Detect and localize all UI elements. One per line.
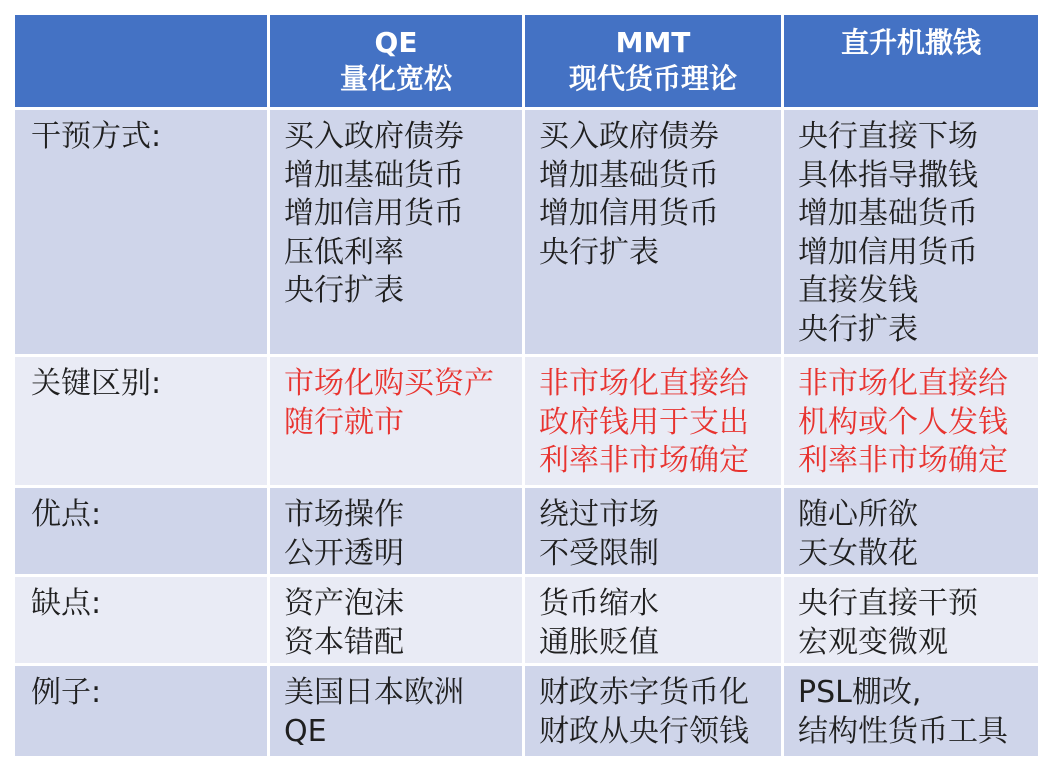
cell-line: 随行就市 xyxy=(284,404,404,440)
cell-difference-helicopter xyxy=(784,357,1038,485)
cell-line: QE xyxy=(284,713,327,749)
cell-line: 不受限制 xyxy=(539,535,659,571)
row-label-intervention xyxy=(15,110,267,354)
row-label-examples xyxy=(15,666,267,756)
cell-difference-qe xyxy=(270,357,522,485)
cell-line: 宏观变微观 xyxy=(798,624,948,660)
cell-line: 利率非市场确定 xyxy=(539,443,749,478)
cell-line: 通胀贬值 xyxy=(539,624,659,660)
cell-line: 增加基础货币 xyxy=(798,196,978,231)
cell-line: 结构性货币工具 xyxy=(798,713,1008,749)
cell-examples-mmt xyxy=(525,666,781,756)
cell-line: 增加基础货币 xyxy=(284,157,464,193)
cell-intervention-helicopter xyxy=(784,110,1038,354)
header-qe xyxy=(270,15,522,107)
cell-examples-helicopter xyxy=(784,666,1038,756)
cell-line: 公开透明 xyxy=(284,535,404,571)
cell-intervention-mmt xyxy=(525,110,781,354)
cell-line: 增加信用货币 xyxy=(539,196,719,231)
row-label-advantages xyxy=(15,488,267,574)
row-label-disadvantages xyxy=(15,577,267,663)
header-mmt-line: MMT xyxy=(615,26,691,59)
cell-line: 资产泡沫 xyxy=(284,586,404,621)
cell-line: 央行扩表 xyxy=(539,234,659,270)
row-label-text: 优点: xyxy=(31,497,102,532)
row-label-text: 例子: xyxy=(31,675,102,710)
cell-line: 市场化购买资产 xyxy=(284,366,494,401)
row-label-text: 关键区别: xyxy=(31,366,162,401)
cell-line: 资本错配 xyxy=(284,624,404,660)
cell-disadvantages-qe xyxy=(270,577,522,663)
cell-line: 央行扩表 xyxy=(284,273,404,308)
header-qe-line: 量化宽松 xyxy=(339,62,452,95)
cell-intervention-qe xyxy=(270,110,522,354)
cell-line: 市场操作 xyxy=(284,497,404,532)
header-mmt-line: 现代货币理论 xyxy=(568,62,737,95)
cell-disadvantages-mmt xyxy=(525,577,781,663)
cell-advantages-helicopter xyxy=(784,488,1038,574)
header-helicopter-line: 直升机撒钱 xyxy=(840,26,981,59)
cell-line: 美国日本欧洲 xyxy=(284,675,464,710)
cell-line: 财政赤字货币化 xyxy=(539,675,749,710)
cell-line: 绕过市场 xyxy=(539,497,659,532)
row-label-text: 缺点: xyxy=(31,586,102,621)
cell-line: 天女散花 xyxy=(798,535,918,571)
cell-difference-mmt xyxy=(525,357,781,485)
cell-line: 货币缩水 xyxy=(539,586,659,621)
cell-line: 直接发钱 xyxy=(798,273,918,308)
header-qe-line: QE xyxy=(374,26,418,59)
cell-line: 央行直接干预 xyxy=(798,586,978,621)
row-label-text: 干预方式: xyxy=(31,119,162,154)
cell-line: 增加信用货币 xyxy=(798,234,978,270)
row-label-key-difference xyxy=(15,357,267,485)
cell-line: 随心所欲 xyxy=(798,497,918,532)
cell-disadvantages-helicopter xyxy=(784,577,1038,663)
cell-line: 财政从央行领钱 xyxy=(539,713,749,749)
cell-line: 买入政府债券 xyxy=(284,119,464,154)
header-mmt xyxy=(525,15,781,107)
cell-line: 压低利率 xyxy=(284,234,404,270)
cell-line: 具体指导撒钱 xyxy=(798,157,978,193)
cell-line: 机构或个人发钱 xyxy=(798,404,1008,440)
cell-advantages-qe xyxy=(270,488,522,574)
comparison-table xyxy=(15,15,1038,756)
cell-line: 央行扩表 xyxy=(798,311,918,347)
header-corner-cell xyxy=(15,15,267,107)
cell-examples-qe xyxy=(270,666,522,756)
cell-line: PSL棚改, xyxy=(798,675,922,710)
cell-line: 买入政府债券 xyxy=(539,119,719,154)
cell-line: 非市场化直接给 xyxy=(539,366,749,401)
cell-line: 非市场化直接给 xyxy=(798,366,1008,401)
cell-line: 政府钱用于支出 xyxy=(539,404,749,440)
cell-line: 增加信用货币 xyxy=(284,196,464,231)
cell-line: 利率非市场确定 xyxy=(798,443,1008,478)
cell-advantages-mmt xyxy=(525,488,781,574)
cell-line: 央行直接下场 xyxy=(798,119,978,154)
cell-line: 增加基础货币 xyxy=(539,157,719,193)
header-helicopter-money xyxy=(784,15,1038,107)
